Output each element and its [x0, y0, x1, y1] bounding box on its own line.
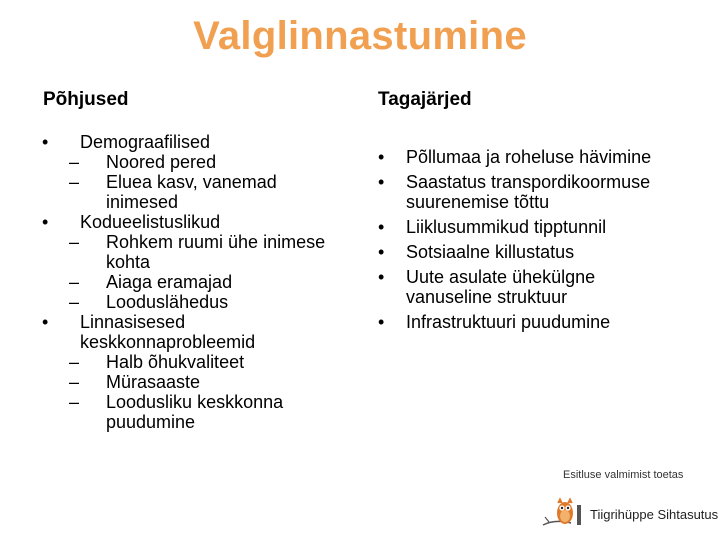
consequences-heading: Tagajärjed [378, 89, 472, 110]
cause-subitem [42, 292, 362, 312]
cause-subitem-label: Loodusliku keskkonna puudumine [106, 392, 284, 432]
owl-logo-icon [541, 495, 589, 540]
dash-icon: – [69, 232, 80, 252]
consequence-item [376, 172, 686, 212]
consequence-item [376, 267, 686, 307]
cause-subitem-label: Looduslähedus [106, 292, 229, 312]
cause-subitem [42, 172, 326, 212]
cause-group-label: Kodueelistuslikud [80, 212, 221, 232]
cause-subitem [42, 392, 346, 432]
dash-icon: – [69, 392, 80, 412]
consequence-item [376, 242, 686, 262]
cause-group [42, 312, 310, 352]
consequence-item [376, 147, 686, 167]
bullet-icon: • [42, 312, 49, 332]
cause-subitem-label: Rohkem ruumi ühe inimese kohta [106, 232, 326, 272]
cause-group [42, 132, 362, 152]
consequence-label: Põllumaa ja roheluse hävimine [406, 147, 652, 167]
dash-icon: – [69, 292, 80, 312]
consequence-label: Infrastruktuuri puudumine [406, 312, 611, 332]
consequence-label: Sotsiaalne killustatus [406, 242, 575, 262]
causes-heading: Põhjused [43, 89, 129, 110]
cause-subitem-label: Aiaga eramajad [106, 272, 233, 292]
sponsor-note: Esitluse valmimist toetas [563, 469, 684, 481]
consequence-label: Uute asulate ühekülgne vanuseline struktuur [406, 267, 596, 307]
consequence-label: Liiklusummikud tipptunnil [406, 217, 607, 237]
cause-group-label: Demograafilised [80, 132, 211, 152]
causes-list [42, 132, 362, 432]
bullet-icon: • [378, 147, 385, 167]
cause-subitem-label: Eluea kasv, vanemad inimesed [106, 172, 277, 212]
dash-icon: – [69, 352, 80, 372]
cause-subitem [42, 232, 356, 272]
page-title: Valglinnastumine [193, 14, 527, 58]
consequences-list [376, 147, 686, 337]
bullet-icon: • [378, 312, 385, 332]
bullet-icon: • [378, 172, 385, 192]
dash-icon: – [69, 152, 80, 172]
consequence-item [376, 217, 686, 237]
sponsor-org-name: Tiigrihüppe Sihtasutus [590, 507, 719, 522]
dash-icon: – [69, 172, 80, 192]
bullet-icon: • [42, 132, 49, 152]
consequence-item [376, 312, 686, 332]
dash-icon: – [69, 372, 80, 392]
cause-subitem-label: Mürasaaste [106, 372, 201, 392]
bullet-icon: • [42, 212, 49, 232]
cause-group [42, 212, 362, 232]
cause-subitem [42, 272, 362, 292]
dash-icon: – [69, 272, 80, 292]
cause-subitem-label: Halb õhukvaliteet [106, 352, 245, 372]
consequence-label: Saastatus transpordikoormuse suurenemise tõttu [406, 172, 651, 212]
cause-group-label: Linnasisesed keskkonnaprobleemid [80, 312, 256, 352]
bullet-icon: • [378, 242, 385, 262]
bullet-icon: • [378, 217, 385, 237]
bullet-icon: • [378, 267, 385, 287]
cause-subitem-label: Noored pered [106, 152, 217, 172]
cause-subitem [42, 352, 362, 372]
cause-subitem [42, 152, 362, 172]
cause-subitem [42, 372, 362, 392]
